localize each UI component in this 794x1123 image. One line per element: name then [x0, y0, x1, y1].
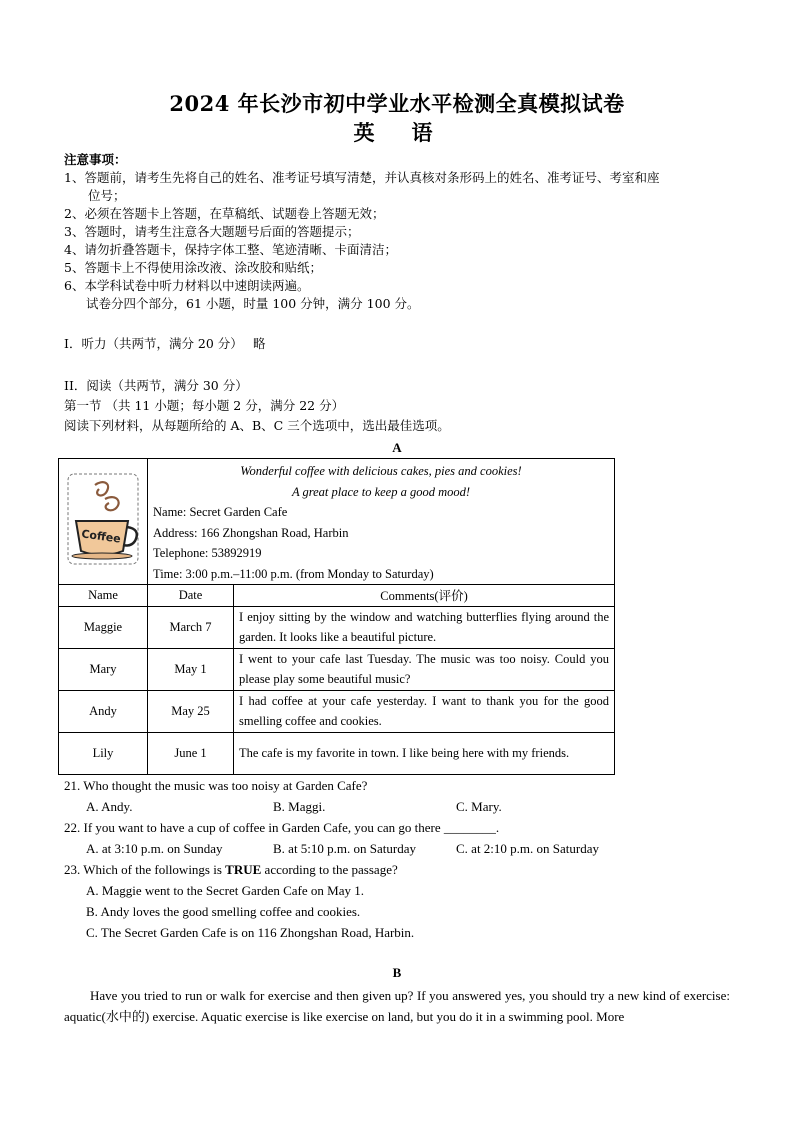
subject-title: 英 语: [353, 120, 441, 145]
exam-title: 2024 年长沙市初中学业水平检测全真模拟试卷: [169, 91, 625, 116]
slogan-2: A great place to keep a good mood!: [291, 484, 471, 499]
question-22-option-a[interactable]: A. at 3:10 p.m. on Sunday: [86, 841, 223, 856]
note-item: 5、答题卡上不得使用涂改液、涂改胶和贴纸；: [64, 260, 322, 275]
column-header-comments: Comments(评价): [234, 584, 615, 606]
question-21-stem: 21. Who thought the music was too noisy at Garden Cafe?: [64, 778, 368, 793]
note-item: 1、答题前，请考生先将自己的姓名、准考证号填写清楚，并认真核对条形码上的姓名、准考证号、考室和座: [64, 170, 660, 185]
note-item: 试卷分四个部分，61 小题，时量 100 分钟，满分 100 分。: [86, 296, 420, 311]
question-22-stem: 22. If you want to have a cup of coffee in Garden Cafe, you can go there ________.: [64, 820, 500, 835]
row-comment: The cafe is my favorite in town. I like being here with my friends.: [234, 732, 615, 774]
note-item: 4、请勿折叠答题卡，保持字体工整、笔迹清晰、卡面清洁；: [64, 242, 397, 257]
section-listening: I．听力（共两节，满分 20 分） 略: [64, 336, 266, 351]
notes-heading: 注意事项：: [64, 152, 127, 167]
row-name: Maggie: [59, 606, 148, 648]
question-23-stem: [64, 862, 398, 878]
question-23-stem-emphasis: TRUE: [225, 862, 262, 877]
passage-b-label: B: [392, 965, 402, 980]
section-part1: 第一节 （共 11 小题；每小题 2 分，满分 22 分）: [64, 398, 345, 413]
cafe-name: Name: Secret Garden Cafe: [153, 505, 288, 519]
row-date: June 1: [148, 732, 234, 774]
row-date: May 25: [148, 690, 234, 732]
question-23-option-a[interactable]: A. Maggie went to the Secret Garden Cafe on May 1.: [86, 883, 364, 898]
row-comment: I had coffee at your cafe yesterday. I want to thank you for the good smelling coffee and cookies.: [234, 690, 615, 732]
column-header-date: Date: [148, 584, 234, 606]
row-name: Andy: [59, 690, 148, 732]
question-23-stem-post: according to the passage?: [261, 862, 398, 877]
question-23-stem-pre: 23. Which of the followings is: [64, 862, 226, 877]
note-item: 位号；: [88, 188, 126, 203]
question-21-option-b[interactable]: B. Maggi.: [273, 799, 326, 814]
table-row: [59, 690, 615, 732]
question-23-option-b[interactable]: B. Andy loves the good smelling coffee and cookies.: [86, 904, 361, 919]
column-header-name: Name: [59, 584, 148, 606]
row-name: Lily: [59, 732, 148, 774]
table-row: [59, 648, 615, 690]
row-comment: I enjoy sitting by the window and watching butterflies flying around the garden. It looks like a beautiful picture.: [234, 606, 615, 648]
question-22-option-b[interactable]: B. at 5:10 p.m. on Saturday: [273, 841, 416, 856]
row-date: March 7: [148, 606, 234, 648]
cafe-address: Address: 166 Zhongshan Road, Harbin: [153, 525, 349, 540]
coffee-cup-icon: [65, 469, 141, 569]
question-23-option-c[interactable]: C. The Secret Garden Cafe is on 116 Zhongshan Road, Harbin.: [86, 925, 415, 940]
cafe-telephone: Telephone: 53892919: [153, 546, 262, 560]
logo-text: Coffee: [80, 527, 122, 546]
question-21-option-c[interactable]: C. Mary.: [456, 799, 502, 814]
passage-b-text: Have you tried to run or walk for exercise and then given up? If you answered yes, you should try a new kind of exercise: aquatic(水中的) exercise. Aquatic exercise is like exercise on land, but you do it in a swimming pool. More: [64, 988, 730, 1024]
note-item: 2、必须在答题卡上答题，在草稿纸、试题卷上答题无效；: [64, 206, 385, 221]
section-instruction: 阅读下列材料，从每题所给的 A、B、C 三个选项中，选出最佳选项。: [64, 418, 450, 433]
ad-info: [148, 459, 615, 585]
row-name: Mary: [59, 648, 148, 690]
coffee-logo-cell: [59, 459, 148, 585]
table-row: [59, 732, 615, 774]
note-item: 3、答题时，请考生注意各大题题号后面的答题提示；: [64, 224, 360, 239]
passage-a-label: A: [392, 440, 402, 455]
question-21-option-a[interactable]: A. Andy.: [86, 799, 133, 814]
slogan-1: Wonderful coffee with delicious cakes, pies and cookies!: [240, 464, 522, 478]
cafe-hours: Time: 3:00 p.m.–11:00 p.m. (from Monday to Saturday): [153, 566, 434, 581]
row-date: May 1: [148, 648, 234, 690]
row-comment: I went to your cafe last Tuesday. The music was too noisy. Could you please play some beautiful music?: [234, 648, 615, 690]
section-reading: II．阅读（共两节，满分 30 分）: [64, 378, 248, 393]
table-row: [59, 606, 615, 648]
cafe-ad-table: [58, 458, 615, 775]
question-22-option-c[interactable]: C. at 2:10 p.m. on Saturday: [456, 841, 599, 856]
note-item: 6、本学科试卷中听力材料以中速朗读两遍。: [64, 278, 310, 293]
